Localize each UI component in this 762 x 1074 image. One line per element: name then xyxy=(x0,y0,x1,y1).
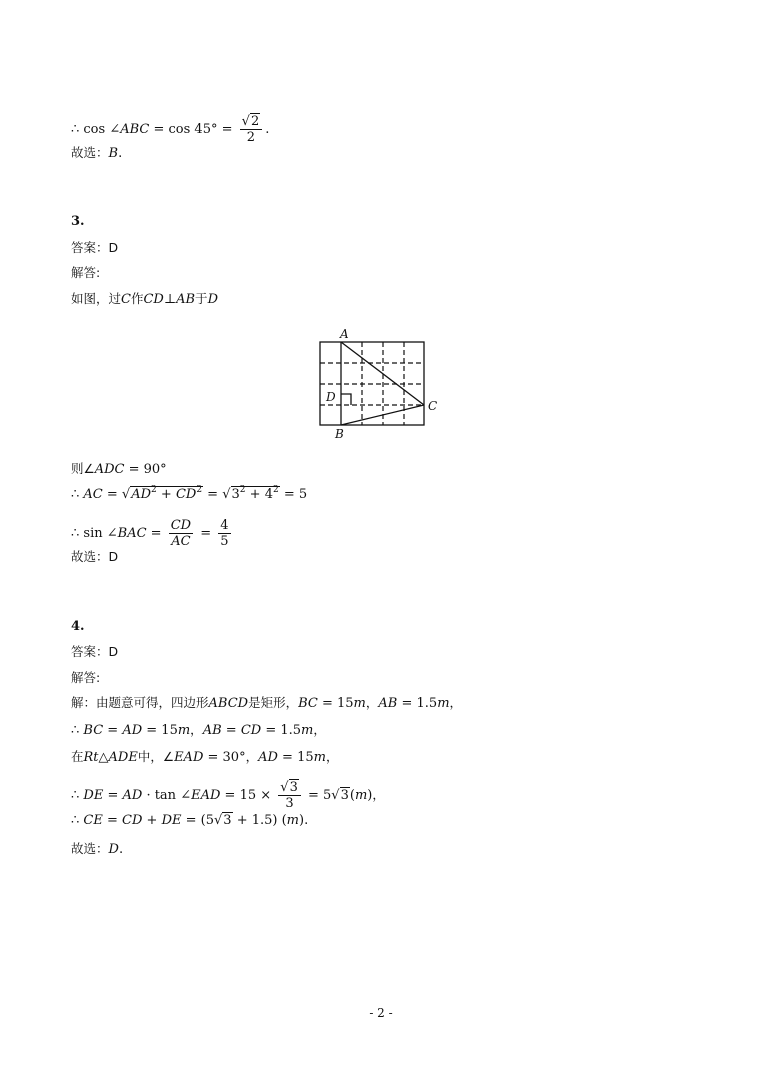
s4-de-line: ∴ DE = AD · tan ∠EAD = 15 × $\frac{√3}{3}$ = 5√3(m)， xyxy=(71,780,385,811)
s4-ce-line: ∴ CE = CD + DE = (5√3 + 1.5) (m). xyxy=(71,813,309,828)
s3-answer: 答案：D xyxy=(71,240,119,255)
fraction: $\frac{√2}{2}$ xyxy=(240,114,263,145)
s3-construction-line: 如图，过C作CD⊥AB于D xyxy=(71,291,218,307)
sqrt: √2 xyxy=(241,114,260,129)
fraction: $\frac{4}{5}$ xyxy=(220,518,229,549)
s3-solution-label: 解答: xyxy=(71,265,101,280)
s3-answer-choice: 故选：D xyxy=(71,549,119,564)
s3-ac-line: ∴ AC = $√AD^2 + CD^2 = √3^2 + 4^2 = 5$ xyxy=(71,485,308,502)
label-c: C xyxy=(428,399,438,413)
s4-equal-sides-line: ∴ BC = AD = 15m，AB = CD = 1.5m， xyxy=(71,722,326,738)
sqrt: √3 xyxy=(331,788,349,803)
s2-cos-line: ∴ cos ∠ABC = cos 45° = $\frac{√2}{2}$ . xyxy=(71,114,270,145)
s4-rect-line: 解：由题意可得，四边形ABCD是矩形，BC = 15m，AB = 1.5m， xyxy=(71,695,463,711)
s4-answer-choice: 故选：D. xyxy=(71,841,124,857)
right-angle-mark xyxy=(341,394,351,405)
sqrt: √3 xyxy=(213,813,232,828)
grid-triangle-diagram xyxy=(316,326,446,444)
sqrt: $√AD^2 + CD^2$ xyxy=(121,485,203,502)
s4-solution-label: 解答: xyxy=(71,670,101,685)
sqrt: √3 xyxy=(280,780,298,795)
s2-answer-choice: 故选：B. xyxy=(71,145,123,161)
fraction: $\frac{√3}{3}$ xyxy=(278,780,301,811)
fraction: $\frac{CD}{AC}$ xyxy=(170,518,192,549)
label-b: B xyxy=(335,427,344,441)
s4-answer: 答案：D xyxy=(71,644,119,659)
label-a: A xyxy=(340,327,349,341)
page-number: - 2 - xyxy=(369,1006,393,1020)
label-d: D xyxy=(326,390,336,404)
s3-sin-line: ∴ sin ∠BAC = $\frac{CD}{AC}$ = $\frac{4}{5}$ xyxy=(71,518,229,549)
s4-triangle-line: 在Rt△ADE中，∠EAD = 30°，AD = 15m， xyxy=(71,749,339,765)
s4-question-number: 4. xyxy=(71,619,85,634)
s3-question-number: 3. xyxy=(71,214,85,229)
s3-angle-line: 则∠ADC = 90° xyxy=(71,461,167,477)
sqrt: $√3^2 + 4^2$ xyxy=(222,485,279,502)
